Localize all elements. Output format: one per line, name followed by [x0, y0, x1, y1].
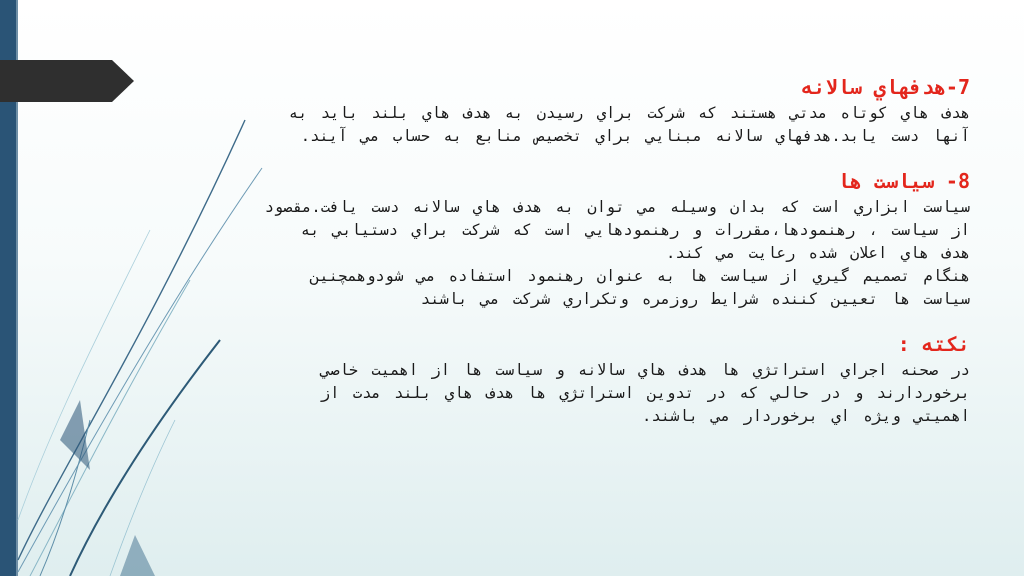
- arrow-tab-icon: [0, 60, 134, 102]
- section-paragraph: هنگام تصميم گيري از سياست ها به عنوان رهنمود استفاده مي شودوهمچنين سياست ها تعيين كننده شرايط روزمره وتكراري شركت مي باشند: [310, 267, 970, 308]
- section-paragraph: سياست ابزاري است كه بدان وسيله مي توان به هدف هاي سالانه دست يافت.مقصود از سياست ، رهنمودها،مقررات و رهنمودهايي است كه شركت براي دستيابي به هدف هاي اعلان شده رعايت مي كند.: [264, 198, 970, 262]
- section-heading-annual-goals: 7-هدفهاي سالانه: [801, 75, 970, 99]
- slide-content: [260, 72, 970, 428]
- section-paragraph: هدف هاي كوتاه مدتي هستند كه شركت براي رسيدن به هدف هاي بلند بايد به آنها دست يابد.هدفهاي سالانه مبنايي براي تخصيص منابع به حساب مي آيند.: [288, 104, 970, 145]
- section-spacer: [260, 148, 970, 166]
- section-paragraph: در صحنه اجراي استراتژي ها هدف هاي سالانه و سياست ها از اهميت خاصي برخوردارند و در حالي كه در تدوين استراتژي ها هدف هاي بلند مدت از اهميتي ويژه اي برخوردار مي باشند.: [320, 361, 970, 425]
- section-spacer: [260, 311, 970, 329]
- section-heading-note: نكته :: [897, 332, 970, 356]
- section-heading-policies: 8- سياست ها: [837, 169, 970, 193]
